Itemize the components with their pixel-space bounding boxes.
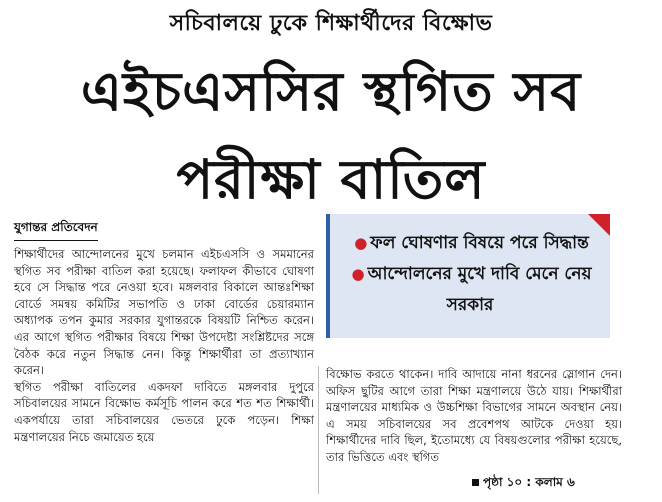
headline-line-1: এইচএসসির স্থগিত সব	[80, 60, 582, 123]
headline-line-2: পরীক্ষা বাতিল	[176, 148, 486, 211]
article-right-column	[326, 366, 622, 466]
kicker-headline: সচিবালয়ে ঢুকে শিক্ষার্থীদের বিক্ষোভ	[169, 11, 493, 36]
bullet-icon: ●	[354, 234, 368, 252]
article-paragraph: স্থগিত পরীক্ষা বাতিলের একদফা দাবিতে মঙ্গলবার দুপুরে সচিবালয়ের সামনে বিক্ষোভ কর্মসূচি পালন করে শত শত শিক্ষার্থী। একপর্যায়ে তারা সচিবালয়ের ভেতরে ঢুকে পড়েন। শিক্ষা মন্ত্রণালয়ের নিচে জমায়েত হয়ে	[14, 379, 314, 444]
page-ref-text: পৃষ্ঠা ১০ : কলাম ৬	[483, 475, 575, 489]
square-bullet-icon	[472, 479, 479, 486]
byline: যুগান্তর প্রতিবেদন	[14, 219, 98, 241]
column-divider	[318, 366, 319, 494]
continued-page-reference	[472, 474, 575, 494]
article-left-column	[14, 246, 314, 445]
bullet-icon: ●	[351, 265, 365, 283]
highlight-point-1: ফল ঘোষণার বিষয়ে পরে সিদ্ধান্ত	[370, 233, 589, 253]
article-paragraph: বিক্ষোভ করতে থাকেন। দাবি আদায়ে নানা ধরনের স্লোগান দেন। অফিস ছুটির আগে তারা শিক্ষা মন্ত্রণালয়ে উঠে যায়। শিক্ষার্থীরা মন্ত্রণালয়ের মাধ্যমিক ও উচ্চশিক্ষা বিভাগের সামনে অবস্থান নেয়। এ সময় সচিবালয়ের সব প্রবেশপথ আটকে দেওয়া হয়। শিক্ষার্থীদের দাবি ছিল, ইতোমধ্যে যে বিষয়গুলোর পরীক্ষা হয়েছে, তার ভিত্তিতে এবং স্থগিত	[326, 367, 622, 464]
corner-triangle-icon	[588, 214, 610, 236]
article-paragraph: শিক্ষার্থীদের আন্দোলনের মুখে চলমান এইচএসসি ও সমমানের স্থগিত সব পরীক্ষা বাতিল করা হয়েছে। ফলাফল কীভাবে ঘোষণা হবে সে সিদ্ধান্ত পরে নেওয়া হবে। মঙ্গলবার বিকালে আন্তঃশিক্ষা বোর্ডে সমন্বয় কমিটির সভাপতি ও ঢাকা বোর্ডের চেয়ারম্যান অধ্যাপক তপন কুমার সরকার যুগান্তরকে বিষয়টি নিশ্চিত করেন। এর আগে স্থগিত পরীক্ষার বিষয়ে শিক্ষা উপদেষ্টা সংশ্লিষ্টদের সঙ্গে বৈঠক করে নতুন সিদ্ধান্ত নেন। কিন্তু শিক্ষার্থীরা তা প্রত্যাখ্যান করেন।	[14, 247, 314, 378]
highlight-box	[326, 214, 610, 338]
highlight-point-2: আন্দোলনের মুখে দাবি মেনে নেয় সরকার	[367, 264, 592, 315]
